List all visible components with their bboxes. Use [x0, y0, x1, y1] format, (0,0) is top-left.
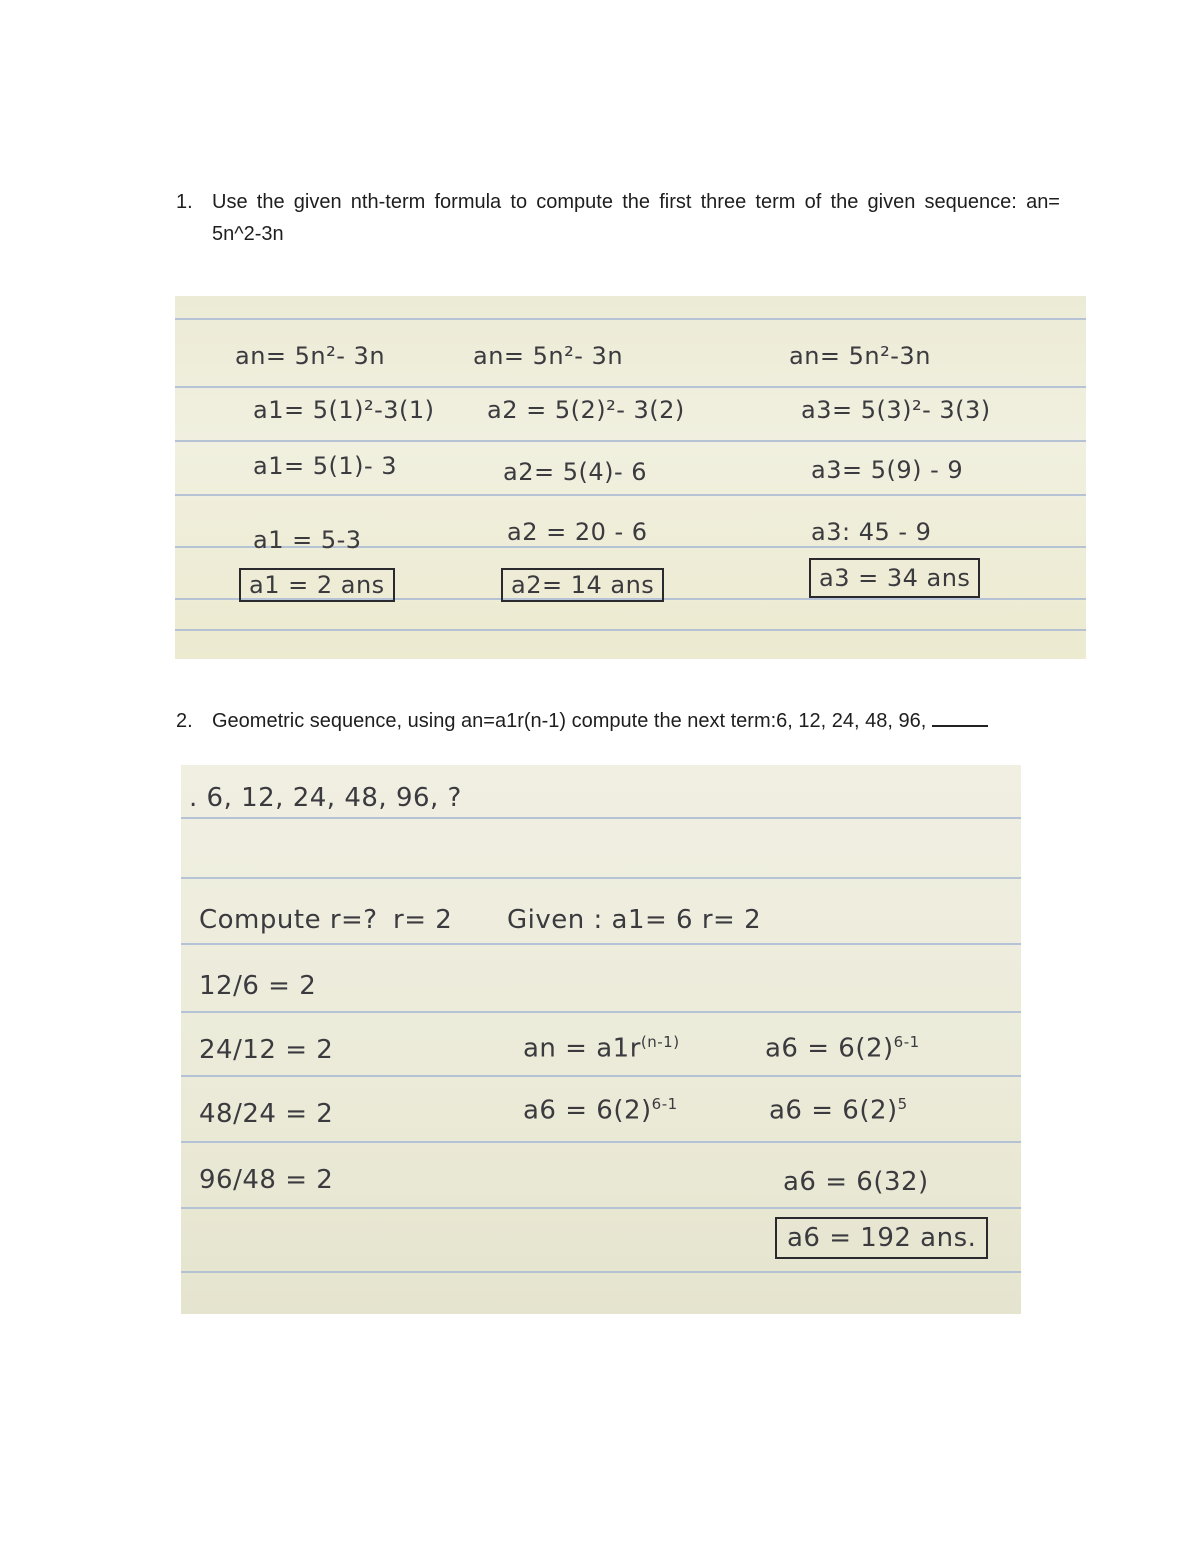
handwritten-work-1-photo [175, 296, 1086, 659]
question-1-text: Use the given nth-term formula to compute the first three term of the given sequence: an= 5n^2-3n [212, 191, 1060, 245]
col2-line4: a2 = 20 - 6 [507, 518, 648, 546]
answer-blank [932, 721, 988, 727]
col2-line1: an= 5n²- 3n [473, 342, 624, 370]
col3-line4: a3: 45 - 9 [811, 518, 932, 546]
substitution: $a6 = 6(2)^{6-1}$ [523, 1095, 678, 1126]
col1-answer-box: a1 = 2 ans [239, 568, 395, 602]
ratio-1: 12/6 = 2 [199, 971, 317, 1001]
step-3: a6 = 6(32) [783, 1167, 929, 1197]
col3-answer-box: a3 = 34 ans [809, 558, 980, 598]
formula: an = $a1r^{(n-1)}$ [523, 1033, 680, 1064]
compute-r: Compute r=? [199, 905, 378, 935]
question-1-number: 1. [176, 191, 193, 213]
col1-line1: an= 5n²- 3n [235, 342, 386, 370]
col1-line3: a1= 5(1)- 3 [253, 452, 398, 480]
col2-answer-box: a2= 14 ans [501, 568, 664, 602]
ratio-4: 96/48 = 2 [199, 1165, 334, 1195]
ratio-3: 48/24 = 2 [199, 1099, 334, 1129]
ratio-2: 24/12 = 2 [199, 1035, 334, 1065]
step-2: $a6 = 6(2)^5$ [769, 1095, 908, 1126]
col1-line2: a1= 5(1)²-3(1) [253, 396, 435, 424]
col3-line2: a3= 5(3)²- 3(3) [801, 396, 991, 424]
col2-line2: a2 = 5(2)²- 3(2) [487, 396, 685, 424]
final-answer-box: a6 = 192 ans. [775, 1217, 988, 1259]
question-2-number: 2. [176, 710, 193, 732]
col3-line3: a3= 5(9) - 9 [811, 456, 964, 484]
r-value: r= 2 [393, 905, 453, 935]
handwritten-work-2-photo [181, 765, 1021, 1314]
given-values: Given : a1= 6 r= 2 [507, 905, 762, 935]
sequence-line: . 6, 12, 24, 48, 96, ? [189, 783, 462, 813]
col3-line1: an= 5n²-3n [789, 342, 931, 370]
question-2-text: Geometric sequence, using an=a1r(n-1) compute the next term:6, 12, 24, 48, 96, [212, 710, 927, 732]
col1-line4: a1 = 5-3 [253, 526, 362, 554]
step-1: $a6 = 6(2)^{6-1}$ [765, 1033, 920, 1064]
col2-line3: a2= 5(4)- 6 [503, 458, 648, 486]
